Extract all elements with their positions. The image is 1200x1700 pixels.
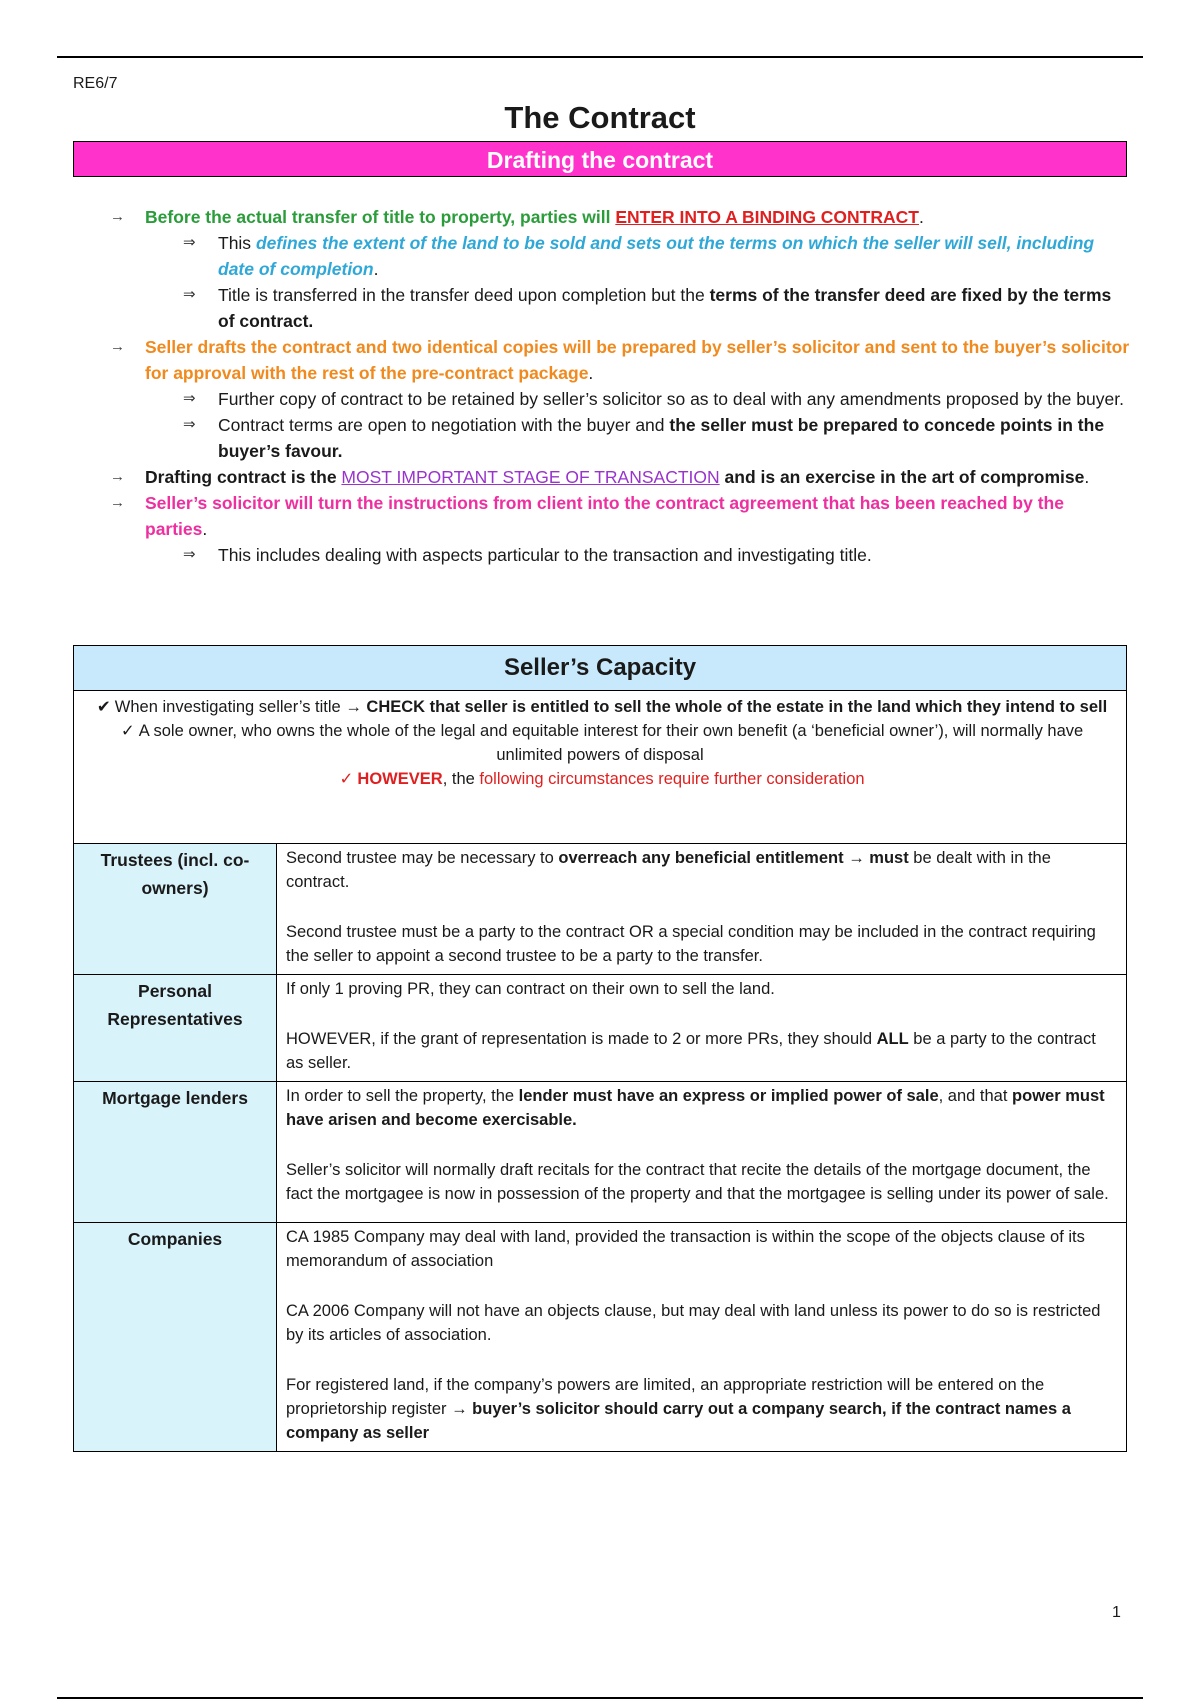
drafting-bullets: [110, 204, 1130, 568]
arrow-right-icon: →: [110, 338, 125, 355]
table-row: [74, 975, 1127, 1082]
list-item: → Drafting contract is the MOST IMPORTANT STAGE OF TRANSACTION and is an exercise in the art of compromise.: [110, 464, 1130, 490]
checkmark-icon: ✔: [96, 698, 111, 716]
list-item: ⇒ This includes dealing with aspects particular to the transaction and investigating title.: [110, 542, 1130, 568]
double-arrow-icon: ⇒: [183, 286, 196, 303]
top-rule: [57, 56, 1143, 58]
row-label: Companies: [74, 1223, 277, 1452]
list-item: ⇒ Title is transferred in the transfer deed upon completion but the terms of the transfer deed are fixed by the terms of contract.: [110, 282, 1130, 334]
sellers-capacity-table: [73, 645, 1127, 1452]
section-banner: Drafting the contract: [73, 141, 1127, 177]
list-item: ⇒ Further copy of contract to be retained by seller’s solicitor so as to deal with any amendments proposed by the buyer.: [110, 386, 1130, 412]
list-item: → Seller’s solicitor will turn the instructions from client into the contract agreement that has been reached by the parties.: [110, 490, 1130, 542]
arrow-icon: →: [451, 1400, 468, 1418]
list-item: ⇒ This defines the extent of the land to be sold and sets out the terms on which the seller will sell, including date of completion.: [110, 230, 1130, 282]
bottom-rule: [57, 1697, 1143, 1699]
page-title: The Contract: [504, 100, 696, 135]
list-item: → Seller drafts the contract and two identical copies will be prepared by seller’s solicitor and sent to the buyer’s solicitor for approval with the rest of the pre-contract package.: [110, 334, 1130, 386]
table-row: [74, 1082, 1127, 1223]
arrow-icon: →: [345, 698, 362, 716]
row-content: If only 1 proving PR, they can contract on their own to sell the land. HOWEVER, if the grant of representation is made to 2 or more PRs, they should ALL be a party to the contract as seller.: [277, 975, 1127, 1082]
list-item: ⇒ Contract terms are open to negotiation with the buyer and the seller must be prepared to concede points in the buyer’s favour.: [110, 412, 1130, 464]
row-label: Mortgage lenders: [74, 1082, 277, 1223]
row-content: In order to sell the property, the lender must have an express or implied power of sale, and that power must have arisen and become exercisable. Seller’s solicitor will normally draft recitals for the contract that recite the details of the mortgage document, the fact the mortgagee is now in possession of the property and that the mortgagee is selling under its power of sale.: [277, 1082, 1127, 1223]
double-arrow-icon: ⇒: [183, 234, 196, 251]
document-reference: RE6/7: [73, 75, 118, 92]
row-label: Trustees (incl. co-owners): [74, 844, 277, 975]
double-arrow-icon: ⇒: [183, 546, 196, 563]
list-item: → Before the actual transfer of title to property, parties will ENTER INTO A BINDING CONTRACT.: [110, 204, 1130, 230]
table-row: [74, 1223, 1127, 1452]
table-intro: ✔ When investigating seller’s title → CHECK that seller is entitled to sell the whole of the estate in the land which they intend to sell ✓ A sole owner, who owns the whole of the legal and equitable interest for their own benefit (a ‘beneficial owner’), will normally have unlimited powers of disposal ✓ HOWEVER, the following circumstances require further consideration: [74, 691, 1127, 844]
arrow-right-icon: →: [110, 468, 125, 485]
page-number: 1: [1112, 1604, 1121, 1621]
arrow-icon: →: [848, 849, 865, 867]
table-row: [74, 844, 1127, 975]
double-arrow-icon: ⇒: [183, 416, 196, 433]
row-label: Personal Representatives: [74, 975, 277, 1082]
row-content: CA 1985 Company may deal with land, provided the transaction is within the scope of the objects clause of its memorandum of association CA 2006 Company will not have an objects clause, but may deal with land unless its power to do so is restricted by its articles of association. For registered land, if the company’s powers are limited, an appropriate restriction will be entered on the proprietorship register → buyer’s solicitor should carry out a company search, if the contract names a company as seller: [277, 1223, 1127, 1452]
checkmark-icon: ✓: [339, 770, 354, 788]
row-content: Second trustee may be necessary to overreach any beneficial entitlement → must be dealt with in the contract. Second trustee must be a party to the contract OR a special condition may be included in the contract requiring the seller to appoint a second trustee to be a party to the transfer.: [277, 844, 1127, 975]
table-title: Seller’s Capacity: [74, 646, 1127, 691]
double-arrow-icon: ⇒: [183, 390, 196, 407]
arrow-right-icon: →: [110, 208, 125, 225]
arrow-right-icon: →: [110, 494, 125, 511]
checkmark-icon: ✓: [120, 722, 135, 740]
